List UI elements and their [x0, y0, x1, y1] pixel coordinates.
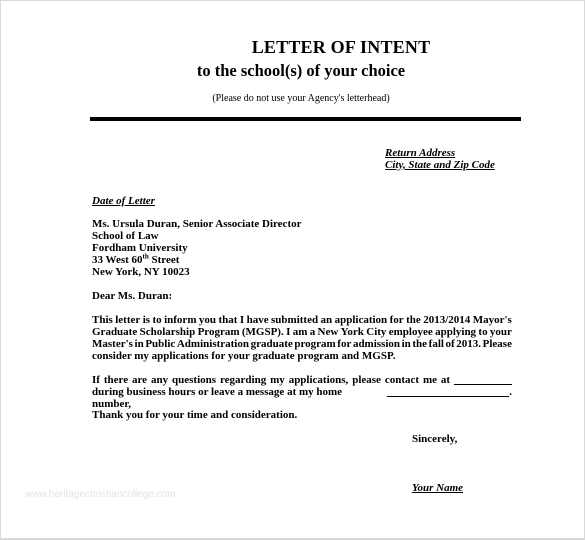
- paragraph-2-line-2: [92, 386, 512, 410]
- paragraph-1-line: [92, 350, 512, 362]
- word: inform: [164, 314, 197, 326]
- paragraph-2-line-2-text: during business hours or leave a message at my home number,: [92, 386, 343, 410]
- paragraph-2-line-2-end: .: [509, 386, 512, 398]
- word: 2013/2014: [423, 314, 471, 326]
- paragraph-1-line: [92, 314, 512, 326]
- word: admission: [352, 338, 401, 350]
- closing: Sincerely,: [412, 433, 458, 445]
- letter-subtitle: to the school(s) of your choice: [196, 61, 406, 80]
- word: Program: [197, 326, 240, 338]
- street-name: Street: [148, 254, 180, 266]
- word: for: [389, 314, 404, 326]
- word: letter: [115, 314, 141, 326]
- return-address: Return Address: [385, 147, 456, 159]
- word: my: [270, 374, 285, 386]
- word: for: [337, 338, 352, 350]
- word: Mayor's: [472, 314, 512, 326]
- word: applying: [435, 326, 477, 338]
- watermark: www.heritagechristiancollege.com: [25, 489, 176, 500]
- recipient-address: [92, 218, 302, 278]
- word: to: [478, 326, 488, 338]
- word: an: [320, 314, 333, 326]
- word: New: [317, 326, 339, 338]
- word: you: [198, 314, 217, 326]
- word: I: [239, 314, 245, 326]
- contact-blank: [454, 374, 512, 385]
- word: City: [366, 326, 387, 338]
- word: Administration: [176, 338, 249, 350]
- word: any: [150, 374, 169, 386]
- word: your: [489, 326, 512, 338]
- paragraph-1-line: [92, 338, 512, 350]
- word: of: [445, 338, 455, 350]
- word: application: [334, 314, 388, 326]
- recipient-street: [92, 254, 302, 266]
- word: If: [92, 374, 100, 386]
- word: graduate: [250, 338, 293, 350]
- word: there: [103, 374, 129, 386]
- word: fall: [428, 338, 444, 350]
- letterhead-note: (Please do not use your Agency's letterhead): [212, 93, 390, 104]
- word: the: [406, 314, 421, 326]
- word: to: [152, 314, 162, 326]
- word: 2013.: [456, 338, 482, 350]
- word: employee: [388, 326, 433, 338]
- word: me: [422, 374, 438, 386]
- word: applications,: [288, 374, 349, 386]
- word: This: [92, 314, 113, 326]
- date-of-letter: Date of Letter: [92, 195, 155, 207]
- word: that: [218, 314, 238, 326]
- phone-blank: [387, 386, 509, 397]
- word: a: [309, 326, 316, 338]
- word: consider my applications for your graduate program and MGSP.: [92, 350, 396, 362]
- recipient-school: School of Law: [92, 230, 159, 242]
- word: are: [132, 374, 148, 386]
- word: please: [352, 374, 381, 386]
- word: Scholarship: [139, 326, 196, 338]
- word: submitted: [271, 314, 319, 326]
- thanks-line: Thank you for your time and consideration.: [92, 409, 298, 421]
- recipient-city: New York, NY 10023: [92, 266, 190, 278]
- recipient-university: Fordham University: [92, 242, 188, 254]
- word: have: [246, 314, 269, 326]
- word: York: [340, 326, 364, 338]
- word: Graduate: [92, 326, 138, 338]
- word: contact: [384, 374, 420, 386]
- word: am: [292, 326, 308, 338]
- letter-title: LETTER OF INTENT: [251, 37, 431, 57]
- city-state-zip: City, State and Zip Code: [385, 159, 495, 171]
- word: regarding: [219, 374, 267, 386]
- word: I: [286, 326, 291, 338]
- word: at: [440, 374, 451, 386]
- recipient-name: Ms. Ursula Duran, Senior Associate Director: [92, 218, 302, 230]
- signature-name: Your Name: [412, 482, 464, 494]
- street-suffix: th: [142, 252, 149, 261]
- word: in: [134, 338, 144, 350]
- word: program: [294, 338, 336, 350]
- word: Public: [145, 338, 176, 350]
- word: Master's: [92, 338, 133, 350]
- body-paragraph-1: [92, 314, 512, 362]
- word: the: [412, 338, 428, 350]
- word: questions: [172, 374, 217, 386]
- word: is: [142, 314, 151, 326]
- salutation: Dear Ms. Duran:: [92, 290, 173, 302]
- header-rule: [90, 117, 521, 121]
- street-number: 33 West 60: [92, 254, 143, 266]
- body-paragraph-2: [92, 374, 512, 410]
- paragraph-2-line-1: [92, 374, 512, 386]
- word: in: [401, 338, 411, 350]
- paragraph-1-line: [92, 326, 512, 338]
- word: Please: [482, 338, 512, 350]
- word: (MGSP).: [241, 326, 284, 338]
